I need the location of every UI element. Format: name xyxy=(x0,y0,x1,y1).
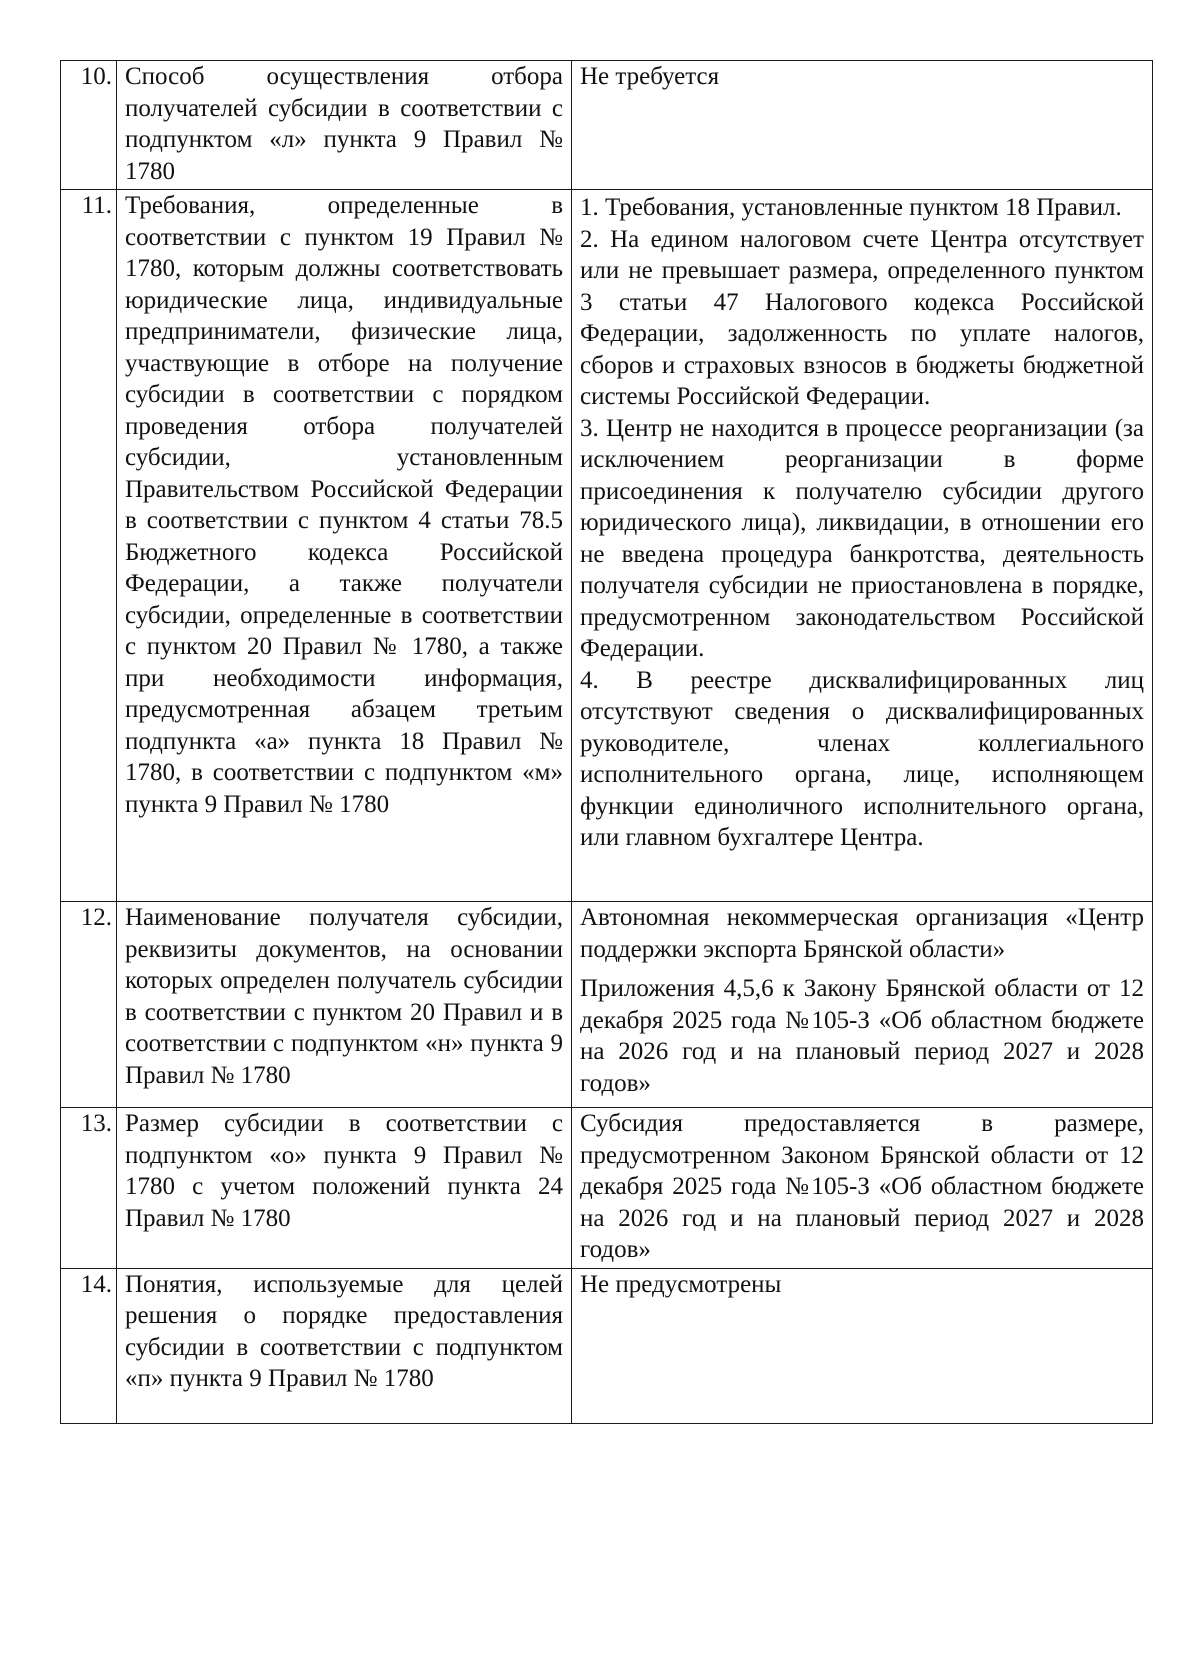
table-row xyxy=(61,190,1153,902)
requirement-cell xyxy=(117,1108,572,1269)
value-paragraph: Автономная некоммерческая организация «Центр поддержки экспорта Брянской области» xyxy=(580,904,1144,963)
table-row xyxy=(61,1268,1153,1423)
value-paragraph: Не предусмотрены xyxy=(580,1270,782,1298)
value-cell xyxy=(572,190,1153,902)
value-cell xyxy=(572,61,1153,190)
requirement-text: Понятия, используемые для целей решения о порядке предоставления субсидии в соответствии с подпунктом «п» пункта 9 Правил № 1780 xyxy=(125,1270,563,1392)
requirement-text: Наименование получателя субсидии, реквизиты документов, на основании которых определен получатель субсидии в соответствии с пунктом 20 Правил и в соответствии с подпунктом «н» пункта 9 Правил № 1780 xyxy=(125,904,563,1089)
row-number: 12. xyxy=(61,902,117,1108)
requirement-text: Способ осуществления отбора получателей субсидии в соответствии с подпунктом «л» пункта 9 Правил № 1780 xyxy=(125,63,563,185)
value-paragraph: 1. Требования, установленные пунктом 18 Правил. xyxy=(580,194,1122,221)
subsidy-table xyxy=(60,60,1153,1424)
value-cell xyxy=(572,1108,1153,1269)
requirement-cell xyxy=(117,61,572,190)
table-row xyxy=(61,1108,1153,1269)
value-paragraph: 2. На едином налоговом счете Центра отсутствует или не превышает размера, определенного пунктом 3 статьи 47 Налогового кодекса Российской Федерации, задолженность по уплате налогов, сборов и страховых взносов в бюджеты бюджетной системы Российской Федерации. xyxy=(580,225,1144,410)
value-cell xyxy=(572,1268,1153,1423)
requirement-cell xyxy=(117,1268,572,1423)
table-row xyxy=(61,902,1153,1108)
value-paragraph: Приложения 4,5,6 к Закону Брянской области от 12 декабря 2025 года №105-З «Об областном бюджете на 2026 год и на плановый период 2027 и 2028 годов» xyxy=(580,975,1144,1097)
requirement-text: Требования, определенные в соответствии с пунктом 19 Правил № 1780, которым должны соответствовать юридические лица, индивидуальные предприниматели, физические лица, участвующие в отборе на получение субсидии в соответствии с порядком проведения отбора получателей субсидии, установленным Правительством Российской Федерации в соответствии с пунктом 4 статьи 78.5 Бюджетного кодекса Российской Федерации, а также получатели субсидии, определенные в соответствии с пунктом 20 Правил № 1780, а также при необходимости информация, предусмотренная абзацем третьим подпункта «а» пункта 18 Правил № 1780, в соответствии с подпунктом «м» пункта 9 Правил № 1780 xyxy=(125,192,563,818)
requirement-cell xyxy=(117,190,572,902)
row-number: 13. xyxy=(61,1108,117,1269)
value-paragraph: Не требуется xyxy=(580,63,720,90)
requirement-cell xyxy=(117,902,572,1108)
row-number: 10. xyxy=(61,61,117,190)
document-page xyxy=(60,60,1152,1424)
row-number: 11. xyxy=(61,190,117,902)
requirement-text: Размер субсидии в соответствии с подпунктом «о» пункта 9 Правил № 1780 с учетом положений пункта 24 Правил № 1780 xyxy=(125,1110,563,1232)
row-number: 14. xyxy=(61,1268,117,1423)
value-paragraph: 4. В реестре дисквалифицированных лиц отсутствуют сведения о дисквалифицированных руководителе, членах коллегиального исполнительного органа, лице, исполняющем функции единоличного исполнительного органа, или главном бухгалтере Центра. xyxy=(580,666,1144,851)
value-paragraph: 3. Центр не находится в процессе реорганизации (за исключением реорганизации в форме присоединения к получателю субсидии другого юридического лица), ликвидации, в отношении его не введена процедура банкротства, деятельность получателя субсидии не приостановлена в порядке, предусмотренном законодательством Российской Федерации. xyxy=(580,414,1144,662)
value-paragraph: Субсидия предоставляется в размере, предусмотренном Законом Брянской области от 12 декабря 2025 года №105-З «Об областном бюджете на 2026 год и на плановый период 2027 и 2028 годов» xyxy=(580,1110,1144,1263)
table-row xyxy=(61,61,1153,190)
value-cell xyxy=(572,902,1153,1108)
